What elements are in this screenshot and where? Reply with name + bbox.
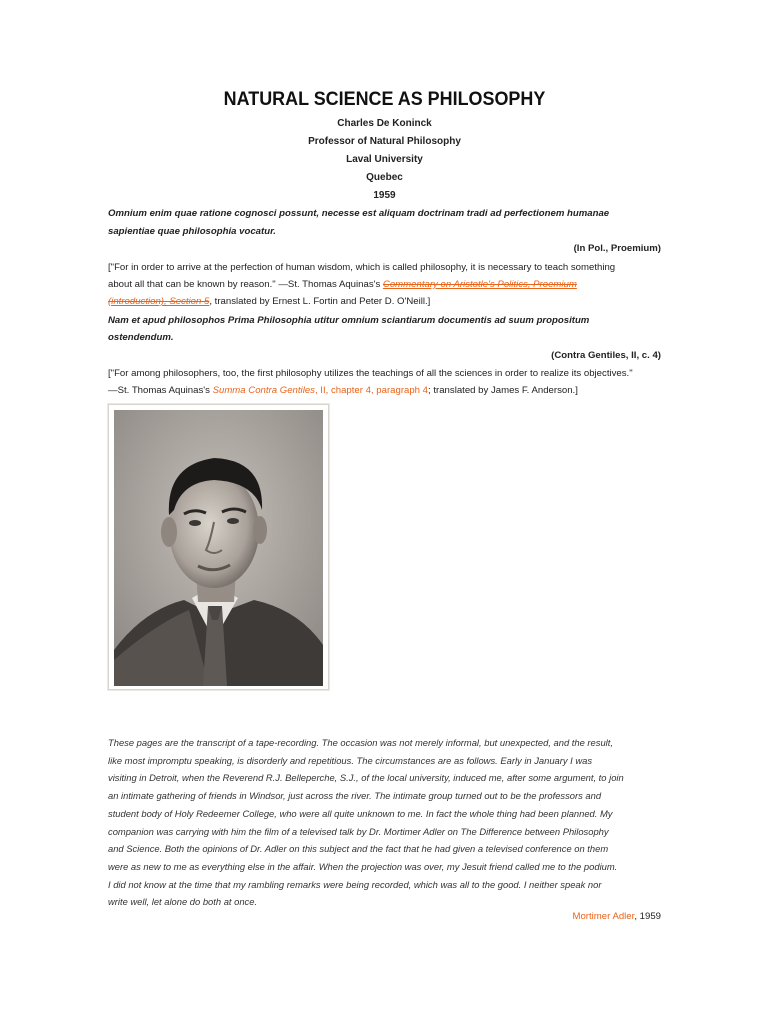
intro-line: were as new to me as everything else in the affair. When the projection was over, my Jesuit friend called me to the podium. [108,860,618,872]
epigraph1-translation-line2 [108,279,661,290]
epigraph1-translation-suffix: , translated by Ernest L. Fortin and Peter D. O'Neill.] [209,296,431,307]
author-portrait-photo [108,404,329,690]
signature-year: , 1959 [634,911,661,922]
epigraph1-translation-line1: ["For in order to arrive at the perfection of human wisdom, which is called philosophy, it is necessary to teach something [108,262,616,273]
intro-line: an intimate gathering of friends in Windsor, just across the river. The intimate group turned out to be the professors and [108,790,602,802]
epigraph2-citation: (Contra Gentiles, II, c. 4) [551,350,661,361]
signature-line [108,911,661,922]
intro-line: student body of Holy Redeemer College, who were all quite unknown to me. In fact the whole thing had been planned. My [108,807,613,819]
intro-line: visiting in Detroit, when the Reverend R.J. Belleperche, S.J., of the local university, induced me, after some argument, to join [108,772,624,784]
epigraph2-latin-line1: Nam et apud philosophos Prima Philosophia utitur omnium sciantiarum documentis ad suum propositum [108,315,590,326]
epigraph2-translation-suffix: ; translated by James F. Anderson.] [428,385,578,396]
epigraph2-translation-line2 [108,385,661,396]
year: 1959 [373,190,396,201]
university-name: Laval University [346,154,423,165]
city-name: Quebec [366,172,403,183]
epigraph1-translation-line3 [108,296,661,307]
section-5-link[interactable]: (introduction), Section 5 [108,296,210,307]
summa-contra-gentiles-link[interactable]: Summa Contra Gentiles [212,385,315,396]
intro-line: and Science. Both the opinions of Dr. Adler on this subject and the fact that he had given a televised conference on them [108,843,609,855]
epigraph2-latin-line2: ostendendum. [108,332,174,343]
aquinas-politics-commentary-link[interactable]: Commentary on Aristotle's Politics, Proemium [382,279,577,290]
epigraph1-translation-prefix: about all that can be known by reason." —St. Thomas Aquinas's [108,279,383,290]
epigraph1-latin-line1: Omnium enim quae ratione cognosci possunt, necesse est aliquam doctrinam tradi ad perfectionem humanae [108,208,610,219]
epigraph1-latin-line2: sapientiae quae philosophia vocatur. [108,226,276,237]
mortimer-adler-link[interactable]: Mortimer Adler [572,911,635,922]
author-position: Professor of Natural Philosophy [308,136,461,147]
portrait-illustration [114,410,323,686]
intro-line: companion was carrying with him the film of a televised talk by Dr. Mortimer Adler on The Difference between Philosophy [108,825,609,837]
author-name: Charles De Koninck [337,118,432,129]
epigraph2-translation-line1: ["For among philosophers, too, the first philosophy utilizes the teachings of all the sciences in order to realize its objectives." [108,368,633,379]
intro-line: write well, let alone do both at once. [108,896,258,908]
intro-line: I did not know at the time that my rambling remarks were being recorded, which was all to the good. I neither speak nor [108,878,602,890]
epigraph2-translation-prefix: —St. Thomas Aquinas's [108,385,213,396]
portrait-image [114,410,323,686]
intro-paragraph [108,734,664,911]
chapter-4-paragraph-4-link[interactable]: , II, chapter 4, paragraph 4 [314,385,429,396]
document-title: NATURAL SCIENCE AS PHILOSOPHY [223,88,546,110]
intro-line: like most impromptu speaking, is disorderly and repetitious. The circumstances are as follows. Early in January I was [108,754,593,766]
intro-line: These pages are the transcript of a tape-recording. The occasion was not merely informal, but unexpected, and the result, [108,737,613,748]
epigraph1-citation: (In Pol., Proemium) [573,243,661,254]
